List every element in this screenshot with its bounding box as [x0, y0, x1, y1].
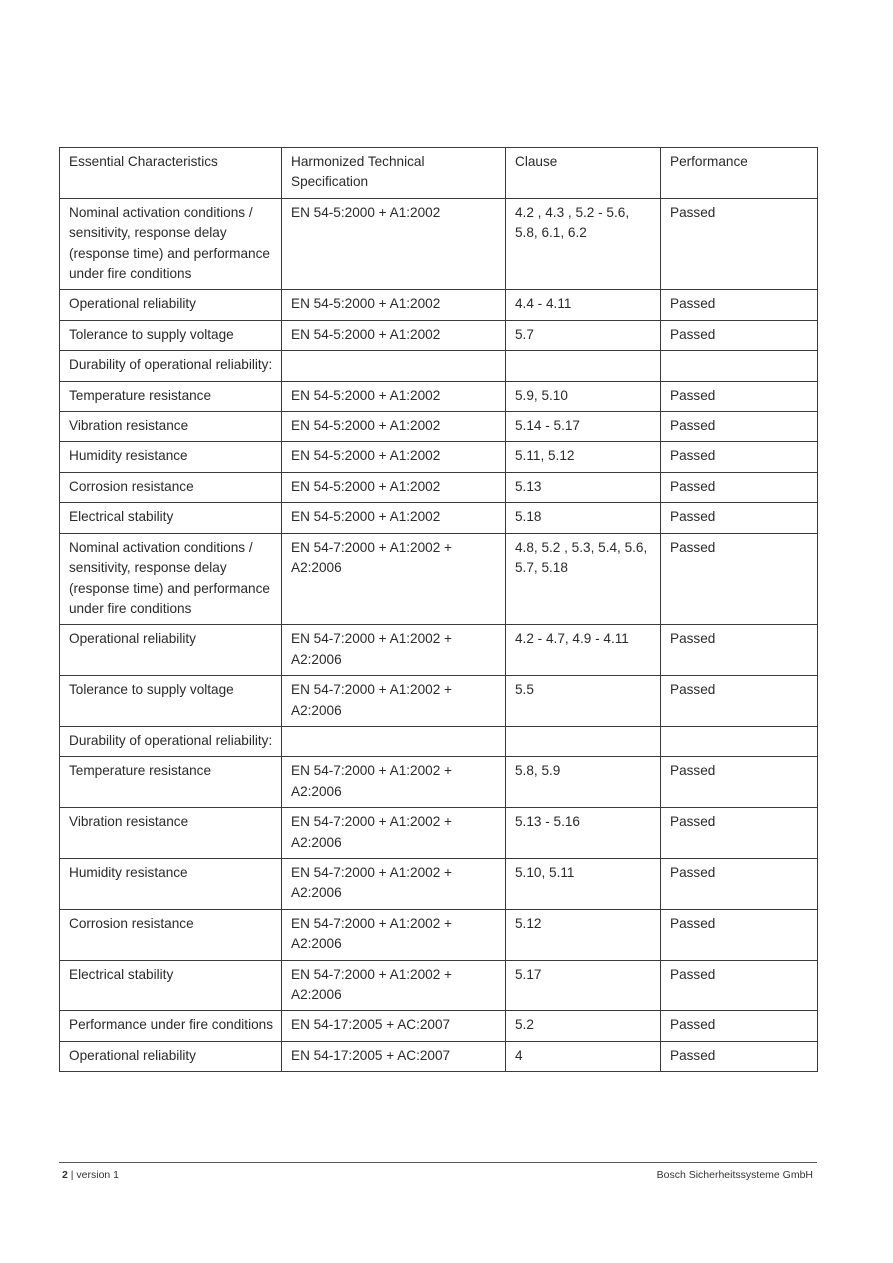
- cell-performance: Passed: [661, 1011, 818, 1041]
- cell-performance: Passed: [661, 858, 818, 909]
- cell-performance: Passed: [661, 290, 818, 320]
- cell-performance: Passed: [661, 757, 818, 808]
- cell-specification: EN 54-5:2000 + A1:2002: [282, 442, 506, 472]
- cell-clause: 5.10, 5.11: [506, 858, 661, 909]
- table-row: [60, 909, 818, 960]
- table-row: [60, 442, 818, 472]
- cell-clause: 5.18: [506, 503, 661, 533]
- cell-performance: Passed: [661, 503, 818, 533]
- cell-specification: [282, 726, 506, 756]
- cell-clause: 5.14 - 5.17: [506, 412, 661, 442]
- performance-table: [59, 147, 818, 1072]
- cell-specification: EN 54-5:2000 + A1:2002: [282, 290, 506, 320]
- cell-characteristic: Nominal activation conditions / sensitivity, response delay (response time) and performance under fire conditions: [60, 198, 282, 290]
- cell-specification: EN 54-17:2005 + AC:2007: [282, 1011, 506, 1041]
- table-row: [60, 858, 818, 909]
- table-row: [60, 533, 818, 625]
- cell-characteristic: Durability of operational reliability:: [60, 351, 282, 381]
- page-number: 2: [62, 1169, 68, 1181]
- table-row: [60, 503, 818, 533]
- table-row: [60, 1041, 818, 1071]
- cell-performance: Passed: [661, 198, 818, 290]
- cell-clause: 4.4 - 4.11: [506, 290, 661, 320]
- table-row: [60, 351, 818, 381]
- cell-performance: Passed: [661, 960, 818, 1011]
- cell-performance: Passed: [661, 808, 818, 859]
- cell-characteristic: Vibration resistance: [60, 808, 282, 859]
- cell-clause: 4.2 - 4.7, 4.9 - 4.11: [506, 625, 661, 676]
- table-header-row: [60, 148, 818, 199]
- cell-performance: [661, 726, 818, 756]
- table-row: [60, 808, 818, 859]
- cell-specification: EN 54-5:2000 + A1:2002: [282, 472, 506, 502]
- table-row: [60, 676, 818, 727]
- cell-performance: Passed: [661, 381, 818, 411]
- cell-performance: [661, 351, 818, 381]
- cell-clause: 4.2 , 4.3 , 5.2 - 5.6, 5.8, 6.1, 6.2: [506, 198, 661, 290]
- cell-characteristic: Humidity resistance: [60, 858, 282, 909]
- table-row: [60, 726, 818, 756]
- cell-performance: Passed: [661, 442, 818, 472]
- version-label: | version 1: [67, 1169, 120, 1181]
- cell-clause: 5.17: [506, 960, 661, 1011]
- cell-specification: EN 54-7:2000 + A1:2002 + A2:2006: [282, 960, 506, 1011]
- cell-performance: Passed: [661, 676, 818, 727]
- table-body: [60, 198, 818, 1071]
- header-performance: Performance: [661, 148, 818, 199]
- footer-page-info: [62, 1169, 119, 1181]
- cell-performance: Passed: [661, 412, 818, 442]
- cell-characteristic: Operational reliability: [60, 290, 282, 320]
- cell-specification: EN 54-5:2000 + A1:2002: [282, 198, 506, 290]
- table-row: [60, 472, 818, 502]
- cell-characteristic: Temperature resistance: [60, 757, 282, 808]
- header-clause: Clause: [506, 148, 661, 199]
- cell-clause: 5.2: [506, 1011, 661, 1041]
- cell-characteristic: Operational reliability: [60, 625, 282, 676]
- footer-company: Bosch Sicherheitssysteme GmbH: [656, 1169, 813, 1181]
- cell-specification: EN 54-7:2000 + A1:2002 + A2:2006: [282, 858, 506, 909]
- cell-specification: EN 54-7:2000 + A1:2002 + A2:2006: [282, 625, 506, 676]
- cell-specification: EN 54-7:2000 + A1:2002 + A2:2006: [282, 676, 506, 727]
- header-essential-characteristics: Essential Characteristics: [60, 148, 282, 199]
- table-row: [60, 625, 818, 676]
- cell-characteristic: Humidity resistance: [60, 442, 282, 472]
- cell-clause: 5.13: [506, 472, 661, 502]
- cell-specification: EN 54-7:2000 + A1:2002 + A2:2006: [282, 909, 506, 960]
- cell-clause: 5.13 - 5.16: [506, 808, 661, 859]
- cell-characteristic: Operational reliability: [60, 1041, 282, 1071]
- performance-table-container: [59, 147, 817, 1072]
- cell-clause: 5.9, 5.10: [506, 381, 661, 411]
- cell-specification: EN 54-5:2000 + A1:2002: [282, 412, 506, 442]
- table-row: [60, 381, 818, 411]
- header-harmonized-technical-specification: Harmonized Technical Specification: [282, 148, 506, 199]
- cell-characteristic: Corrosion resistance: [60, 472, 282, 502]
- cell-specification: EN 54-17:2005 + AC:2007: [282, 1041, 506, 1071]
- cell-specification: EN 54-7:2000 + A1:2002 + A2:2006: [282, 757, 506, 808]
- cell-characteristic: Electrical stability: [60, 503, 282, 533]
- cell-specification: EN 54-5:2000 + A1:2002: [282, 503, 506, 533]
- cell-characteristic: Durability of operational reliability:: [60, 726, 282, 756]
- cell-characteristic: Tolerance to supply voltage: [60, 676, 282, 727]
- cell-clause: 5.11, 5.12: [506, 442, 661, 472]
- cell-performance: Passed: [661, 1041, 818, 1071]
- cell-performance: Passed: [661, 625, 818, 676]
- cell-clause: [506, 351, 661, 381]
- cell-specification: [282, 351, 506, 381]
- cell-specification: EN 54-5:2000 + A1:2002: [282, 381, 506, 411]
- cell-specification: EN 54-7:2000 + A1:2002 + A2:2006: [282, 533, 506, 625]
- cell-clause: 4.8, 5.2 , 5.3, 5.4, 5.6, 5.7, 5.18: [506, 533, 661, 625]
- cell-characteristic: Vibration resistance: [60, 412, 282, 442]
- cell-characteristic: Temperature resistance: [60, 381, 282, 411]
- table-row: [60, 290, 818, 320]
- cell-characteristic: Electrical stability: [60, 960, 282, 1011]
- cell-performance: Passed: [661, 472, 818, 502]
- table-row: [60, 1011, 818, 1041]
- table-row: [60, 198, 818, 290]
- cell-clause: 5.8, 5.9: [506, 757, 661, 808]
- cell-clause: 5.7: [506, 320, 661, 350]
- cell-clause: 5.5: [506, 676, 661, 727]
- cell-performance: Passed: [661, 320, 818, 350]
- cell-characteristic: Tolerance to supply voltage: [60, 320, 282, 350]
- cell-performance: Passed: [661, 533, 818, 625]
- cell-characteristic: Performance under fire conditions: [60, 1011, 282, 1041]
- cell-performance: Passed: [661, 909, 818, 960]
- table-row: [60, 960, 818, 1011]
- table-row: [60, 412, 818, 442]
- cell-clause: 4: [506, 1041, 661, 1071]
- cell-characteristic: Nominal activation conditions / sensitivity, response delay (response time) and performance under fire conditions: [60, 533, 282, 625]
- cell-clause: 5.12: [506, 909, 661, 960]
- cell-specification: EN 54-5:2000 + A1:2002: [282, 320, 506, 350]
- cell-characteristic: Corrosion resistance: [60, 909, 282, 960]
- cell-clause: [506, 726, 661, 756]
- cell-specification: EN 54-7:2000 + A1:2002 + A2:2006: [282, 808, 506, 859]
- table-row: [60, 320, 818, 350]
- footer-divider: [59, 1162, 817, 1163]
- table-row: [60, 757, 818, 808]
